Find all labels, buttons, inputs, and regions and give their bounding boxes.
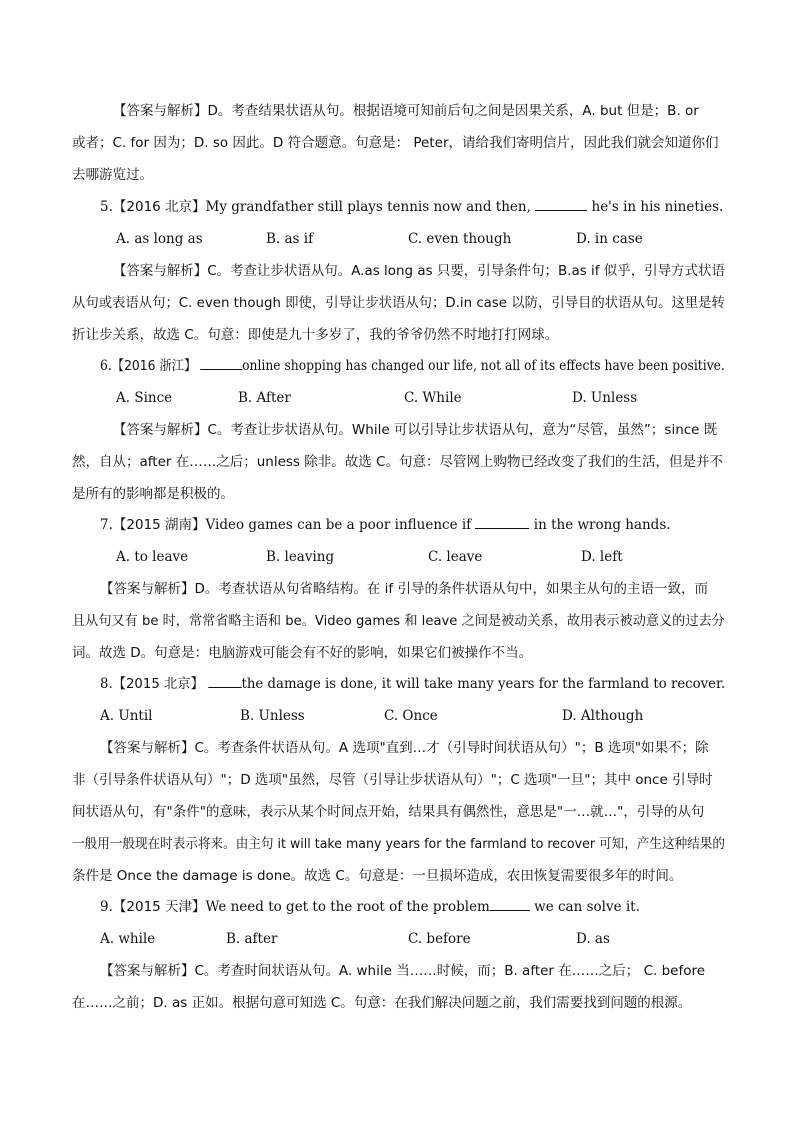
analysis-line: 【答案与解析】C。考查让步状语从句。A.as long as 只要，引导条件句；B.as if 似乎，引导方式状语	[113, 263, 725, 279]
analysis-line: 条件是 Once the damage is done。故选 C。句意是：一旦损坏造成，农田恢复需要很多年的时间。	[72, 868, 683, 884]
option: A. Until	[100, 708, 153, 724]
option: A. Since	[116, 390, 173, 406]
stem-after: he's in his nineties.	[591, 199, 724, 215]
question-number: 7.	[100, 517, 113, 533]
question-source: 【2015 湖南】	[112, 517, 206, 533]
analysis-line: 一般用一般现在时表示将来。由主句 it will take many years for the farmland to recover 可知，产生这种结果的	[72, 836, 725, 852]
stem-after: online shopping has changed our life, not all of its effects have been positive.	[242, 358, 725, 374]
option: B. leaving	[266, 549, 335, 565]
question-number: 9.	[100, 899, 113, 915]
question-stem	[100, 197, 723, 217]
answer-blank	[475, 515, 529, 529]
analysis-line: 且从句又有 be 时，常常省略主语和 be。Video games 和 leave 之间是被动关系，故用表示被动意义的过去分	[72, 613, 725, 629]
question-number: 6.	[100, 358, 112, 374]
answer-blank	[535, 197, 587, 211]
answer-blank	[208, 674, 241, 688]
question-source: 【2016 浙江】	[111, 358, 197, 374]
option: B. as if	[266, 231, 314, 247]
analysis-line: 词。故选 D。句意是：电脑游戏可能会有不好的影响，如果它们被操作不当。	[72, 645, 533, 661]
analysis-line: 【答案与解析】C。考查条件状语从句。A 选项"直到…才（引导时间状语从句）"；B 选项"如果不；除	[100, 740, 709, 756]
question-stem	[100, 674, 725, 694]
option: A. while	[100, 931, 156, 947]
stem-after: the damage is done, it will take many years for the farmland to recover.	[241, 676, 726, 692]
answer-blank	[490, 897, 530, 911]
analysis-line: 然，自从；after 在……之后；unless 除非。故选 C。句意：尽管网上购物已经改变了我们的生活，但是并不	[72, 454, 723, 470]
option: D. as	[576, 931, 610, 947]
stem-after: in the wrong hands.	[533, 517, 671, 533]
option: A. to leave	[116, 549, 189, 565]
option: D. left	[581, 549, 623, 565]
option: C. While	[404, 390, 462, 406]
option: C. leave	[428, 549, 483, 565]
analysis-line: 是所有的影响都是积极的。	[72, 486, 234, 502]
option: A. as long as	[116, 231, 203, 247]
analysis-line: 【答案与解析】D。考查状语从句省略结构。在 if 引导的条件状语从句中，如果主从句的主语一致，而	[100, 581, 708, 597]
question-stem	[100, 356, 725, 376]
option: D. Although	[562, 708, 644, 724]
question-number: 8.	[100, 676, 113, 692]
question-source: 【2015 天津】	[112, 899, 206, 915]
option: D. in case	[576, 231, 643, 247]
stem-after: we can solve it.	[534, 899, 640, 915]
analysis-line: 【答案与解析】D。考查结果状语从句。根据语境可知前后句之间是因果关系，A. but 但是；B. or	[113, 103, 699, 119]
option: C. Once	[384, 708, 438, 724]
analysis-line: 去哪游览过。	[72, 167, 153, 183]
analysis-line: 或者；C. for 因为；D. so 因此。D 符合题意。句意是： Peter，请给我们寄明信片，因此我们就会知道你们	[72, 135, 719, 151]
question-number: 5.	[100, 199, 113, 215]
option: C. before	[408, 931, 471, 947]
analysis-line: 间状语从句，有"条件"的意味，表示从某个时间点开始，结果具有偶然性，意思是"一…就…"，引导的从句	[72, 804, 705, 820]
stem-before: My grandfather still plays tennis now and then,	[205, 199, 531, 215]
option: B. after	[226, 931, 278, 947]
question-stem	[100, 897, 640, 917]
analysis-line: 从句或表语从句；C. even though 即使，引导让步状语从句；D.in case 以防，引导目的状语从句。这里是转	[72, 295, 725, 311]
question-stem	[100, 515, 671, 535]
stem-before: We need to get to the root of the problem	[205, 899, 490, 915]
analysis-line: 【答案与解析】C。考查时间状语从句。A. while 当……时候，而；B. after 在……之后； C. before	[100, 963, 706, 979]
question-source: 【2016 北京】	[112, 199, 206, 215]
option: D. Unless	[572, 390, 638, 406]
answer-blank	[200, 356, 242, 370]
option: B. After	[238, 390, 291, 406]
option: B. Unless	[240, 708, 305, 724]
question-source: 【2015 北京】	[112, 676, 204, 692]
option: C. even though	[408, 231, 512, 247]
stem-before: Video games can be a poor influence if	[205, 517, 472, 533]
analysis-line: 在……之前；D. as 正如。根据句意可知选 C。句意：在我们解决问题之前，我们需要找到问题的根源。	[72, 995, 692, 1011]
analysis-line: 【答案与解析】C。考查让步状语从句。While 可以引导让步状语从句，意为“尽管，虽然”；since 既	[113, 422, 718, 438]
analysis-line: 非（引导条件状语从句）"；D 选项"虽然，尽管（引导让步状语从句）"；C 选项"一旦"；其中 once 引导时	[72, 772, 713, 788]
analysis-line: 折让步关系，故选 C。句意：即使是九十多岁了，我的爷爷仍然不时地打打网球。	[72, 327, 559, 343]
